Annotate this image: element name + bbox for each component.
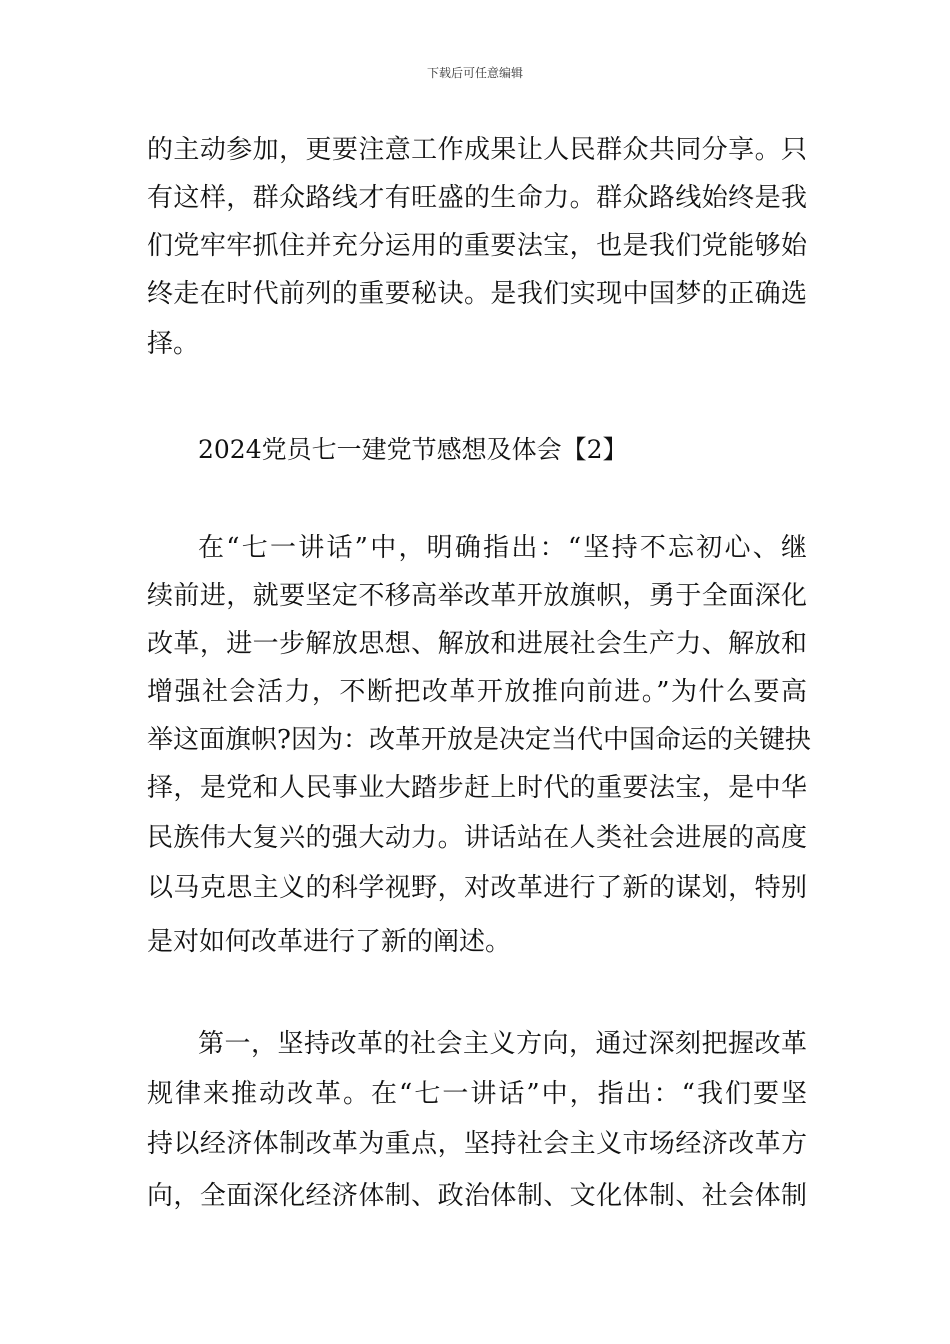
para1-line-5: 择。 xyxy=(147,329,200,359)
para2-line-7: 民族伟大复兴的强大动力。讲话站在人类社会进展的高度 xyxy=(147,823,807,853)
para1-line-2: 有这样，群众路线才有旺盛的生命力。群众路线始终是我 xyxy=(147,183,807,213)
para2-line-8: 以马克思主义的科学视野，对改革进行了新的谋划，特别 xyxy=(147,873,807,903)
para1-line-4: 终走在时代前列的重要秘诀。是我们实现中国梦的正确选 xyxy=(147,279,807,309)
para3-line-1: 第一，坚持改革的社会主义方向，通过深刻把握改革 xyxy=(198,1029,807,1059)
section-title: 2024党员七一建党节感想及体会【2】 xyxy=(198,435,628,464)
para2-line-5: 举这面旗帜?因为：改革开放是决定当代中国命运的关键抉 xyxy=(147,725,811,755)
para3-line-4: 向，全面深化经济体制、政治体制、文化体制、社会体制 xyxy=(147,1181,807,1211)
para2-line-3: 改革，进一步解放思想、解放和进展社会生产力、解放和 xyxy=(147,629,807,659)
para3-line-2: 规律来推动改革。在“七一讲话”中，指出：“我们要坚 xyxy=(147,1079,807,1109)
para3-line-3: 持以经济体制改革为重点，坚持社会主义市场经济改革方 xyxy=(147,1129,807,1159)
para2-line-2: 续前进，就要坚定不移高举改革开放旗帜，勇于全面深化 xyxy=(147,581,807,611)
para1-line-1: 的主动参加，更要注意工作成果让人民群众共同分享。只 xyxy=(147,135,807,165)
para2-line-4: 增强社会活力，不断把改革开放推向前进。”为什么要高 xyxy=(147,677,807,707)
para2-line-9: 是对如何改革进行了新的阐述。 xyxy=(147,927,512,957)
para1-line-3: 们党牢牢抓住并充分运用的重要法宝，也是我们党能够始 xyxy=(147,231,807,261)
para2-line-1: 在“七一讲话”中，明确指出：“坚持不忘初心、继 xyxy=(198,533,807,563)
page-header: 下载后可任意编辑 xyxy=(426,66,523,80)
para2-line-6: 择，是党和人民事业大踏步赶上时代的重要法宝，是中华 xyxy=(147,773,807,803)
